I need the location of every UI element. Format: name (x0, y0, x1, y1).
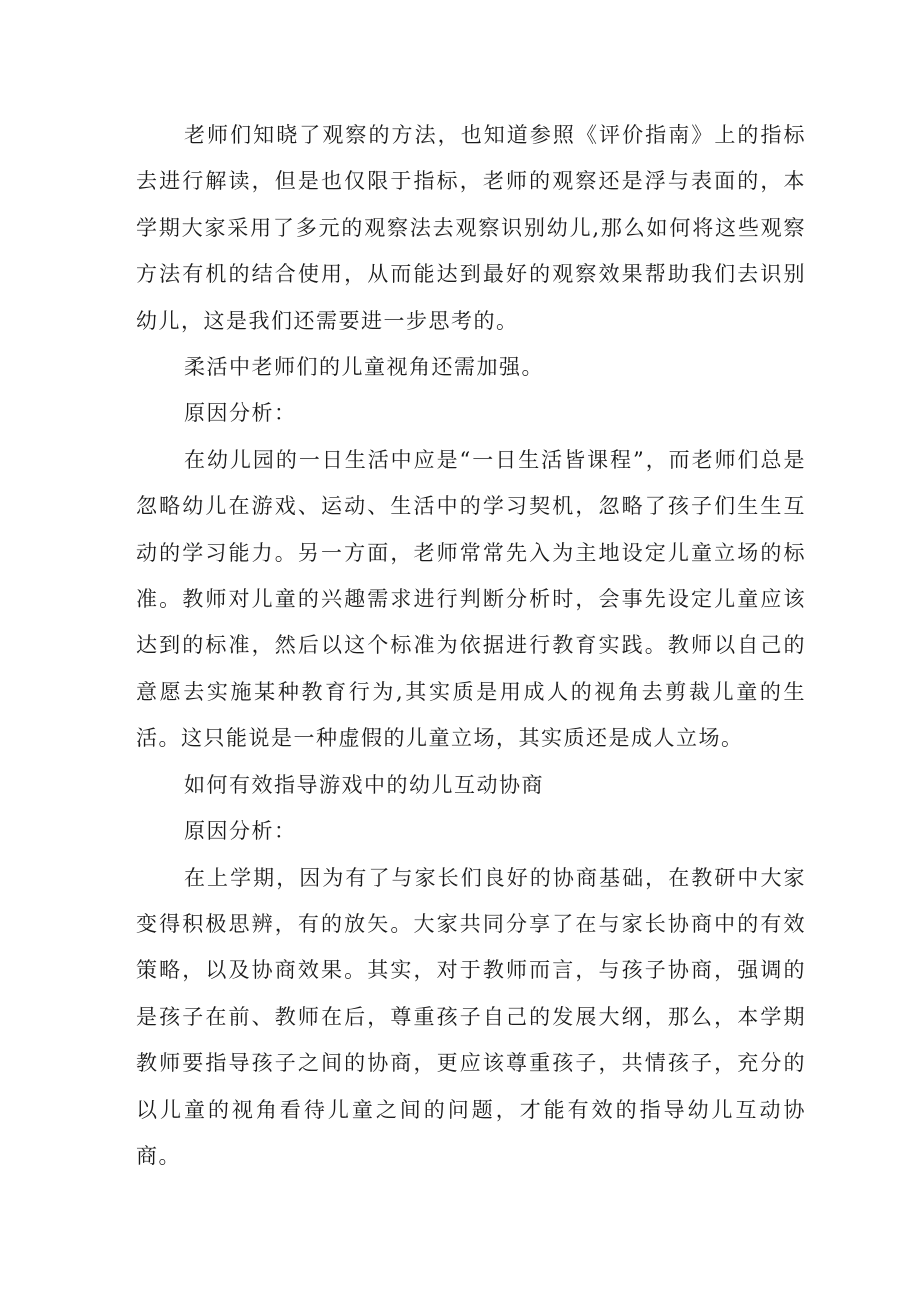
paragraph-daily-life-curriculum: 在幼儿园的一日生活中应是“一日生活皆课程”，而老师们总是忽略幼儿在游戏、运动、生活中的学习契机，忽略了孩子们生生互动的学习能力。另一方面，老师常常先入为主地设定儿童立场的标准。教师对儿童的兴趣需求进行判断分析时，会事先设定儿童应该达到的标准，然后以这个标准为依据进行教育实践。教师以自己的意愿去实施某种教育行为,其实质是用成人的视角去剪裁儿童的生活。这只能说是一种虚假的儿童立场，其实质还是成人立场。 (136, 447, 806, 751)
document-body (136, 112, 806, 1179)
label-cause-analysis-2: 原因分析： (184, 819, 297, 844)
heading-child-perspective: 柔活中老师们的儿童视角还需加强。 (184, 355, 544, 380)
heading-game-interaction: 如何有效指导游戏中的幼儿互动协商 (184, 772, 544, 797)
label-cause-analysis: 原因分析： (184, 401, 297, 426)
paragraph-negotiation: 在上学期，因为有了与家长们良好的协商基础，在教研中大家变得积极思辨，有的放矢。大家共同分享了在与家长协商中的有效策略，以及协商效果。其实，对于教师而言，与孩子协商，强调的是孩子在前、教师在后，尊重孩子自己的发展大纲，那么，本学期教师要指导孩子之间的协商，更应该尊重孩子，共情孩子，充分的以儿童的视角看待儿童之间的问题，才能有效的指导幼儿互动协商。 (136, 865, 806, 1168)
paragraph-observation-methods: 老师们知晓了观察的方法，也知道参照《评价指南》上的指标去进行解读，但是也仅限于指标，老师的观察还是浮与表面的，本学期大家采用了多元的观察法去观察识别幼儿,那么如何将这些观察方法有机的结合使用，从而能达到最好的观察效果帮助我们去识别幼儿，这是我们还需要进一步思考的。 (136, 123, 806, 333)
